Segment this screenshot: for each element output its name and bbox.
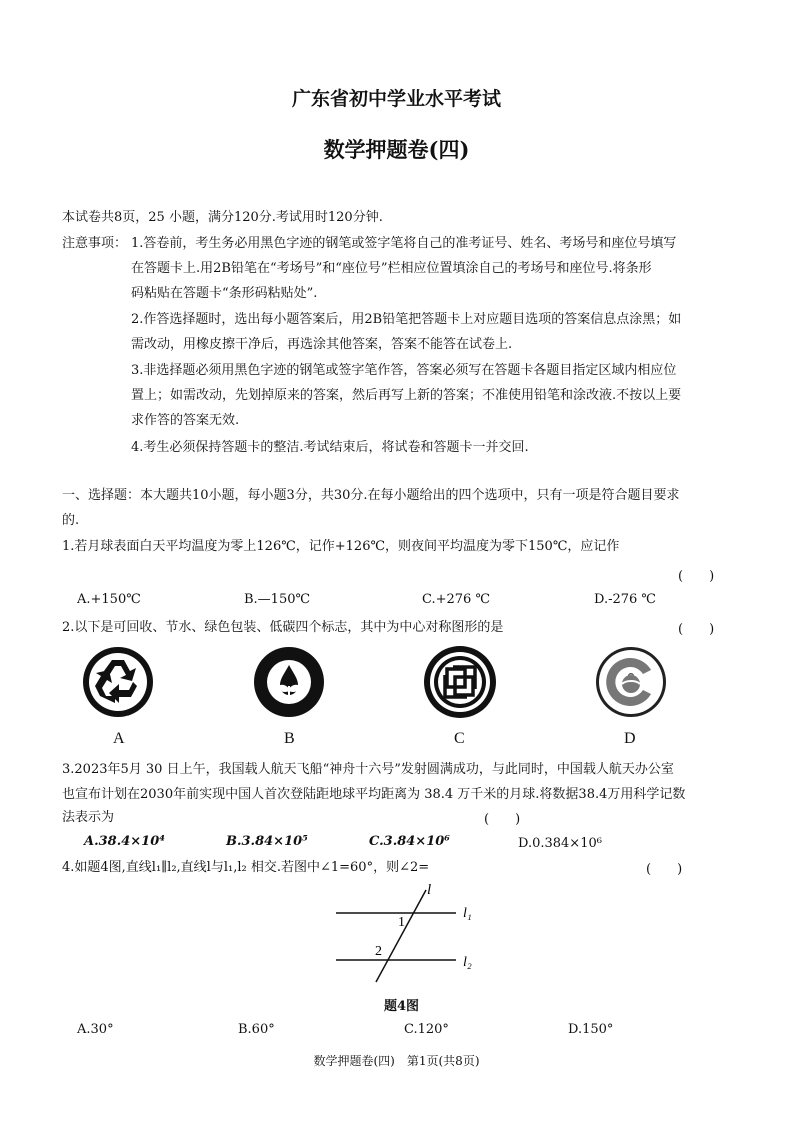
paper-title: 数学押题卷(四) [323, 137, 470, 162]
q1-answer-paren: ( ) [678, 569, 715, 584]
q4-option-b: B.60° [238, 1022, 275, 1037]
exam-title: 广东省初中学业水平考试 [291, 88, 501, 110]
line-l2-label: l₂ [463, 955, 472, 970]
square-knot-icon [423, 645, 497, 719]
line-l1-label: l₁ [463, 906, 472, 921]
q1-option-c: C.+276 ℃ [422, 592, 490, 607]
note-2-line-1: 2.作答选择题时，选出每小题答案后，用2B铅笔把答题卡上对应题目选项的答案信息点涂黑；如 [131, 312, 682, 327]
q1-option-a: A.+150℃ [77, 592, 141, 607]
leaf-drop-icon [253, 646, 325, 718]
section-heading-line-1: 一、选择题：本大题共10小题，每小题3分，共30分.在每小题给出的四个选项中，只有一项是符合题目要求 [62, 488, 680, 503]
q2-label-c: C [454, 730, 465, 747]
q1-stem: 1.若月球表面白天平均温度为零上126℃，记作+126℃，则夜间平均温度为零下150℃，应记作 [62, 539, 620, 554]
q1-option-d: D.-276 ℃ [594, 592, 656, 607]
q2-label-b: B [284, 730, 295, 747]
q3-line-2: 也宣布计划在2030年前实现中国人首次登陆距地球平均距离为 38.4 万千米的月球.将数据38.4万用科学记数 [62, 787, 686, 802]
q3-answer-paren: ( ) [484, 812, 521, 827]
note-1-line-2: 在答题卡上.用2B铅笔在“考场号”和“座位号”栏相应位置填涂自己的考场号和座位号.将条形 [131, 261, 652, 276]
note-3-line-3: 求作答的答案无效. [131, 413, 240, 428]
q4-stem: 4.如题4图,直线l₁∥l₂,直线l与l₁,l₂ 相交.若图中∠1=60°，则∠2= [62, 860, 430, 875]
note-3-line-1: 3.非选择题必须用黑色字迹的钢笔或签字笔作答，答案必须写在答题卡各题目指定区域内相应位 [131, 363, 677, 378]
notes-label: 注意事项： [62, 236, 128, 251]
q3-option-c: C.3.84×10⁶ [369, 834, 450, 849]
angle-1-label: 1 [398, 915, 405, 930]
q3-line-1: 3.2023年5月 30 日上午，我国载人航天飞船“神舟十六号”发射圆满成功，与此同时，中国载人航天办公室 [62, 762, 674, 777]
q4-figure [330, 880, 490, 990]
note-3-line-2: 置上；如需改动，先划掉原来的答案，然后再写上新的答案；不准使用铅笔和涂改液.不按以上要 [131, 388, 682, 403]
note-1-line-1: 1.答卷前，考生务必用黑色字迹的钢笔或签字笔将自己的准考证号、姓名、考场号和座位号填写 [131, 236, 677, 251]
q4-option-c: C.120° [404, 1022, 449, 1037]
q3-option-d: D.0.384×10⁶ [518, 836, 602, 851]
note-2-line-2: 需改动，用橡皮擦干净后，再选涂其他答案，答案不能答在试卷上. [131, 337, 513, 352]
note-1-line-3: 码粘贴在答题卡“条形码粘贴处”. [131, 286, 318, 301]
page-footer: 数学押题卷(四) 第1页(共8页) [313, 1054, 480, 1068]
note-4: 4.考生必须保持答题卡的整洁.考试结束后，将试卷和答题卡一并交回. [131, 440, 529, 455]
q2-answer-paren: ( ) [678, 622, 715, 637]
q3-option-b: B.3.84×10⁵ [226, 834, 308, 849]
q4-option-d: D.150° [568, 1022, 614, 1037]
q4-option-a: A.30° [77, 1022, 114, 1037]
low-carbon-icon [595, 646, 667, 718]
q2-stem: 2.以下是可回收、节水、绿色包装、低碳四个标志，其中为中心对称图形的是 [62, 620, 504, 635]
intro-text: 本试卷共8页，25 小题，满分120分.考试用时120分钟. [62, 210, 383, 225]
line-l-label: l [427, 882, 432, 898]
q4-answer-paren: ( ) [646, 862, 683, 877]
q3-line-3: 法表示为 [62, 810, 115, 825]
angle-2-label: 2 [375, 944, 382, 959]
q2-label-a: A [113, 730, 125, 747]
q4-figure-caption: 题4图 [384, 999, 420, 1014]
section-heading-line-2: 的. [62, 513, 80, 528]
q2-label-d: D [624, 730, 636, 747]
q3-option-a: A.38.4×10⁴ [84, 834, 165, 849]
recycle-icon [82, 646, 154, 718]
q1-option-b: B.—150℃ [244, 592, 311, 607]
